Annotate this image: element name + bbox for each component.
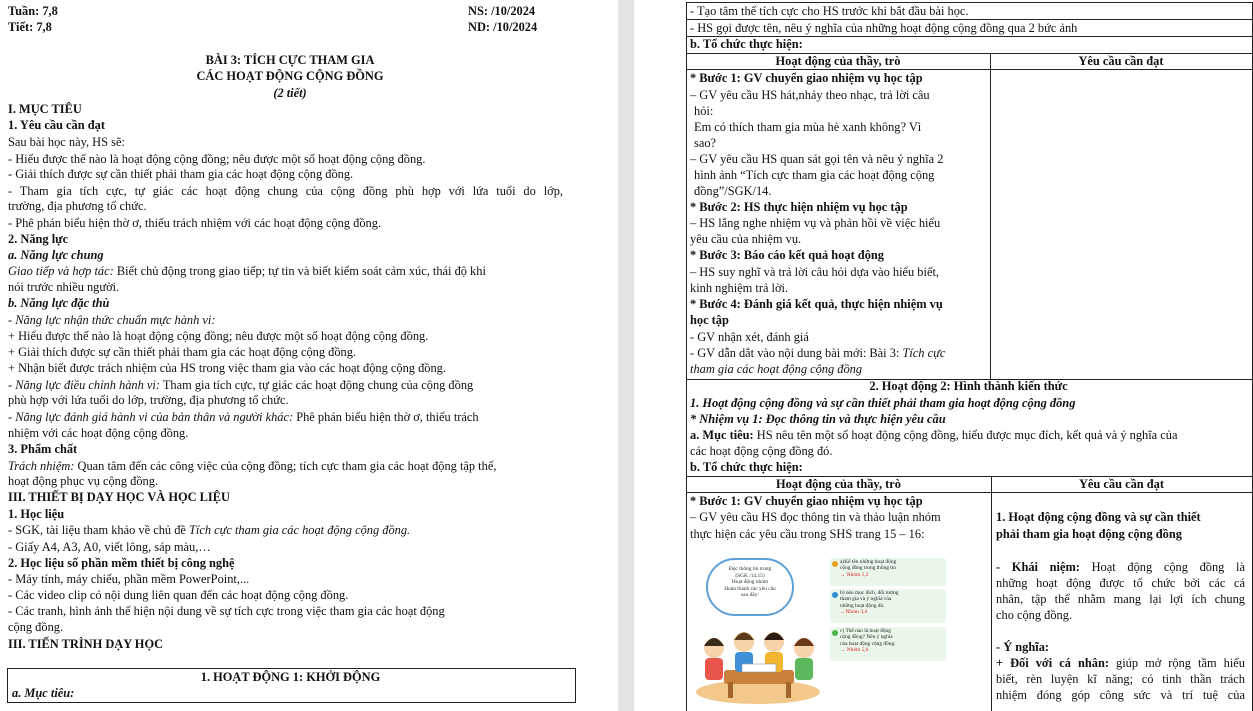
body-text: – GV yêu cầu HS quan sát gọi tên và nêu ý nghĩa 2 bbox=[690, 152, 944, 166]
subsection-heading: 3. Phẩm chất bbox=[8, 442, 78, 456]
body-text: - GV nhận xét, đánh giá bbox=[690, 330, 809, 344]
inline-text: Hoạt động cộng đồng là bbox=[1079, 560, 1245, 574]
note-text: c) Thế nào là hoạt động bbox=[840, 628, 891, 634]
bullet-icon bbox=[832, 630, 838, 636]
inline-text: Tham gia tích cực, tự giác các hoạt động chung của cộng đồng bbox=[159, 378, 474, 392]
inline-text: Biết chủ động trong giao tiếp; tự tin và biết kiểm soát cảm xúc, thái độ khi bbox=[113, 264, 486, 278]
note-group: → Nhóm 1,2 bbox=[840, 571, 869, 578]
inline-italic: Tích cực bbox=[902, 346, 946, 360]
nd-date: ND: /10/2024 bbox=[468, 20, 538, 34]
body-text: những hoạt động được tổ chức bởi các cá bbox=[996, 576, 1245, 590]
task-heading: * Nhiệm vụ 1: Đọc thông tin và thực hiện yêu cầu bbox=[690, 412, 946, 426]
body-text: nói trước nhiều người. bbox=[8, 280, 120, 294]
answer-heading: - Ý nghĩa: bbox=[996, 640, 1050, 654]
body-text: Sau bài học này, HS sẽ: bbox=[8, 135, 125, 149]
body-text: yêu cầu của nhiệm vụ. bbox=[690, 232, 802, 246]
body-text: – HS lắng nghe nhiệm vụ và phản hồi về việc hiểu bbox=[690, 216, 941, 230]
ns-date: NS: /10/2024 bbox=[468, 4, 536, 18]
body-text: – GV yêu cầu HS hát,nhảy theo nhạc, trả lời câu bbox=[690, 88, 930, 102]
body-text: nhiệm đóng góp công sức và trí tuệ của bbox=[996, 688, 1245, 702]
activity-box-subtitle: a. Mục tiêu: bbox=[12, 686, 75, 700]
body-text: – HS suy nghĩ và trả lời câu hỏi dựa vào hiểu biết, bbox=[690, 265, 939, 279]
body-text bbox=[8, 410, 479, 425]
inline-italic: Tích cực tham gia các hoạt động cộng đồng. bbox=[189, 523, 411, 537]
step-heading: * Bước 3: Báo cáo kết quả hoạt động bbox=[690, 248, 884, 262]
instruction-cloud bbox=[706, 558, 794, 616]
table-header-activities: Hoạt động của thầy, trò bbox=[775, 54, 901, 68]
body-text: - Giải thích được sự cần thiết phải tham gia các hoạt động cộng đồng. bbox=[8, 167, 354, 181]
body-text: các hoạt động cộng đồng đó. bbox=[690, 444, 833, 458]
inline-text: Phê phán biểu hiện thờ ơ, thiếu trách bbox=[293, 410, 479, 424]
note-text: b) nêu mục đích, đối tượng bbox=[840, 590, 899, 596]
students-illustration bbox=[694, 612, 822, 704]
body-text bbox=[8, 264, 486, 279]
note-text: những hoạt động đó. bbox=[840, 602, 885, 609]
body-text bbox=[8, 459, 496, 474]
step-heading: * Bước 2: HS thực hiện nhiệm vụ học tập bbox=[690, 200, 908, 214]
column-divider bbox=[991, 476, 992, 711]
body-text bbox=[996, 656, 1245, 671]
step-heading: * Bước 1: GV chuyển giao nhiệm vụ học tập bbox=[690, 71, 923, 85]
body-text: đồng”/SGK/14. bbox=[694, 184, 772, 198]
body-text: - Các tranh, hình ảnh thể hiện nội dung về sự tích cực trong việc tham gia các hoạt động bbox=[8, 604, 445, 618]
answer-heading: 1. Hoạt động cộng đồng và sự cần thiết bbox=[996, 510, 1201, 524]
note-text: cộng đồng trong thông tin bbox=[840, 565, 896, 572]
body-text: cho cộng đồng. bbox=[996, 608, 1073, 622]
body-text: sao? bbox=[694, 136, 717, 150]
table-header-activities: Hoạt động của thầy, trò bbox=[776, 477, 901, 491]
topic-heading: 1. Hoạt động cộng đồng và sự cần thiết phải tham gia hoạt động cộng đồng bbox=[690, 396, 1076, 410]
body-text: tham gia các hoạt động cộng đồng bbox=[690, 362, 863, 376]
inline-bold: + Đối với cá nhân: bbox=[996, 656, 1109, 670]
body-text bbox=[8, 523, 410, 538]
section-heading: I. MỤC TIÊU bbox=[8, 102, 82, 116]
body-text: trường, địa phương tổ chức. bbox=[8, 199, 147, 213]
body-text: kinh nghiệm trả lời. bbox=[690, 281, 789, 295]
section-heading: III. THIẾT BỊ DẠY HỌC VÀ HỌC LIỆU bbox=[8, 490, 230, 504]
header-divider bbox=[686, 492, 1252, 493]
column-divider bbox=[990, 53, 991, 379]
inline-text: giúp mở rộng tầm hiểu bbox=[1108, 656, 1245, 670]
inline-italic: Trách nhiệm: bbox=[8, 459, 75, 473]
body-text: Em có thích tham gia mùa hè xanh không? Vì bbox=[694, 120, 922, 134]
period-label: Tiết: 7,8 bbox=[8, 20, 52, 34]
body-text: - Tạo tâm thế tích cực cho HS trước khi bắt đầu bài học. bbox=[690, 4, 969, 18]
body-text: hình ảnh “Tích cực tham gia các hoạt động cộng bbox=[694, 168, 935, 182]
body-text bbox=[8, 378, 473, 393]
week-label: Tuần: 7,8 bbox=[8, 4, 58, 18]
step-heading: * Bước 4: Đánh giá kết quả, thực hiện nhiệm vụ bbox=[690, 297, 943, 311]
body-text: - Năng lực nhận thức chuẩn mực hành vi: bbox=[8, 313, 216, 327]
body-text: cộng đồng. bbox=[8, 620, 64, 634]
body-text: nhiệm với các hoạt động cộng đồng. bbox=[8, 426, 189, 440]
inline-italic: - Năng lực đánh giá hành vi của bản thân và người khác: bbox=[8, 410, 294, 424]
subsection-heading: 1. Yêu cầu cần đạt bbox=[8, 118, 105, 132]
note-group: → Nhóm 5,6 bbox=[840, 647, 869, 654]
activity-heading: 2. Hoạt động 2: Hình thành kiến thức bbox=[869, 379, 1068, 393]
step-heading: * Bước 1: GV chuyển giao nhiệm vụ học tập bbox=[690, 494, 923, 508]
header-divider bbox=[686, 69, 1252, 70]
table-header-requirements: Yêu cầu cần đạt bbox=[1078, 54, 1164, 68]
cloud-text: (SGK /14,15) bbox=[735, 572, 765, 579]
subsection-heading: 2. Học liệu số phần mềm thiết bị công nghệ bbox=[8, 556, 235, 570]
step-heading: học tập bbox=[690, 313, 729, 327]
body-text bbox=[996, 560, 1245, 575]
body-text: biết, rèn luyện kĩ năng; có tinh thần trách bbox=[996, 672, 1245, 686]
body-text: hoạt động phục vụ cộng đồng. bbox=[8, 474, 159, 488]
answer-heading: phải tham gia hoạt động cộng đồng bbox=[996, 527, 1182, 541]
body-text: nhân, tập thể nhằm mang lại lợi ích chung bbox=[996, 592, 1245, 606]
inline-bold: - Khái niệm: bbox=[996, 560, 1080, 574]
body-text bbox=[690, 346, 945, 361]
task-note-c bbox=[830, 627, 946, 661]
task-note-a bbox=[830, 558, 946, 586]
body-text: + Nhận biết được trách nhiệm của HS trong việc tham gia vào các hoạt động cộng đồng. bbox=[8, 361, 446, 375]
inline-text: - SGK, tài liệu tham khảo về chủ đề bbox=[8, 523, 189, 537]
body-text: - Tham gia tích cực, tự giác các hoạt động chung của cộng đồng phù hợp với lứa tuổi do lớp, bbox=[8, 184, 563, 198]
activity-box-title: 1. HOẠT ĐỘNG 1: KHỞI ĐỘNG bbox=[200, 670, 381, 684]
inline-italic: Giao tiếp và hợp tác: bbox=[8, 264, 114, 278]
inline-text: HS nêu tên một số hoạt động cộng đồng, hiểu được mục đích, kết quả và ý nghĩa của bbox=[753, 428, 1178, 442]
subsection-heading: 2. Năng lực bbox=[8, 232, 69, 246]
note-text: tham gia và ý nghĩa của bbox=[840, 596, 892, 603]
left-page bbox=[0, 0, 618, 711]
inline-italic: - Năng lực điều chỉnh hành vi: bbox=[8, 378, 160, 392]
body-text bbox=[690, 428, 1177, 443]
cloud-text: Hoạt động nhóm bbox=[731, 579, 769, 586]
inline-text: - GV dẫn dắt vào nội dung bài mới: Bài 3: bbox=[690, 346, 903, 360]
cloud-text: Hoàn thành các yêu cầu bbox=[724, 585, 776, 592]
inline-text: Quan tâm đến các công việc của cộng đồng; tích cực tham gia các hoạt động tập thể, bbox=[74, 459, 497, 473]
bullet-icon bbox=[832, 592, 838, 598]
note-text: cộng đồng? Nêu ý nghĩa bbox=[840, 634, 893, 641]
body-text: + Hiểu được thế nào là hoạt động cộng đồng; nêu được một số hoạt động cộng đồng. bbox=[8, 329, 429, 343]
body-text: - Hiểu được thế nào là hoạt động cộng đồng; nêu được một số hoạt động cộng đồng. bbox=[8, 152, 426, 166]
body-text: hỏi: bbox=[694, 104, 714, 118]
bullet-icon bbox=[832, 561, 838, 567]
table-header-requirements: Yêu cầu cần đạt bbox=[1078, 477, 1165, 491]
section-heading: III. TIẾN TRÌNH DẠY HỌC bbox=[8, 637, 164, 651]
subsection-heading: 1. Học liệu bbox=[8, 507, 65, 521]
body-text: + Giải thích được sự cần thiết phải tham gia các hoạt động cộng đồng. bbox=[8, 345, 357, 359]
lesson-duration: (2 tiết) bbox=[273, 86, 307, 100]
body-text: – GV yêu cầu HS đọc thông tin và thảo luận nhóm bbox=[690, 510, 941, 524]
lesson-title-line1: BÀI 3: TÍCH CỰC THAM GIA bbox=[205, 53, 375, 67]
task-note-b bbox=[830, 589, 946, 623]
lesson-title-line2: CÁC HOẠT ĐỘNG CỘNG ĐỒNG bbox=[196, 69, 384, 83]
body-text: - Phê phán biểu hiện thờ ơ, thiếu trách nhiệm với các hoạt động cộng đồng. bbox=[8, 216, 382, 230]
body-text: - Máy tính, máy chiếu, phần mềm PowerPoint,... bbox=[8, 572, 250, 586]
page-gap bbox=[618, 0, 634, 711]
group-task-infographic bbox=[694, 548, 948, 706]
body-text: - Giấy A4, A3, A0, viết lông, sáp màu,… bbox=[8, 540, 211, 554]
body-text: - Các video clip có nội dung liên quan đến các hoạt động cộng đồng. bbox=[8, 588, 349, 602]
body-text: - HS gọi được tên, nêu ý nghĩa của những hoạt động cộng đồng qua 2 bức ảnh bbox=[690, 21, 1078, 35]
cloud-text: Đọc thông tin trong bbox=[728, 566, 772, 572]
inline-bold: a. Mục tiêu: bbox=[690, 428, 754, 442]
note-text: của hoạt động cộng đồng. bbox=[840, 640, 896, 647]
subsection-heading: a. Năng lực chung bbox=[8, 248, 104, 262]
row-divider bbox=[686, 19, 1252, 20]
note-group: →Nhóm 3,4 bbox=[840, 609, 867, 616]
subsection-heading: b. Tổ chức thực hiện: bbox=[690, 460, 803, 474]
note-text: a)Kể tên những hoạt động bbox=[840, 559, 897, 565]
subsection-heading: b. Tổ chức thực hiện: bbox=[690, 37, 803, 51]
cloud-text: sau đây: bbox=[741, 592, 759, 599]
subsection-heading: b. Năng lực đặc thù bbox=[8, 296, 110, 310]
body-text: thực hiện các yêu cầu trong SHS trang 15 – 16: bbox=[690, 527, 925, 541]
body-text: phù hợp với lứa tuổi do lớp, trường, địa phương tổ chức. bbox=[8, 393, 289, 407]
